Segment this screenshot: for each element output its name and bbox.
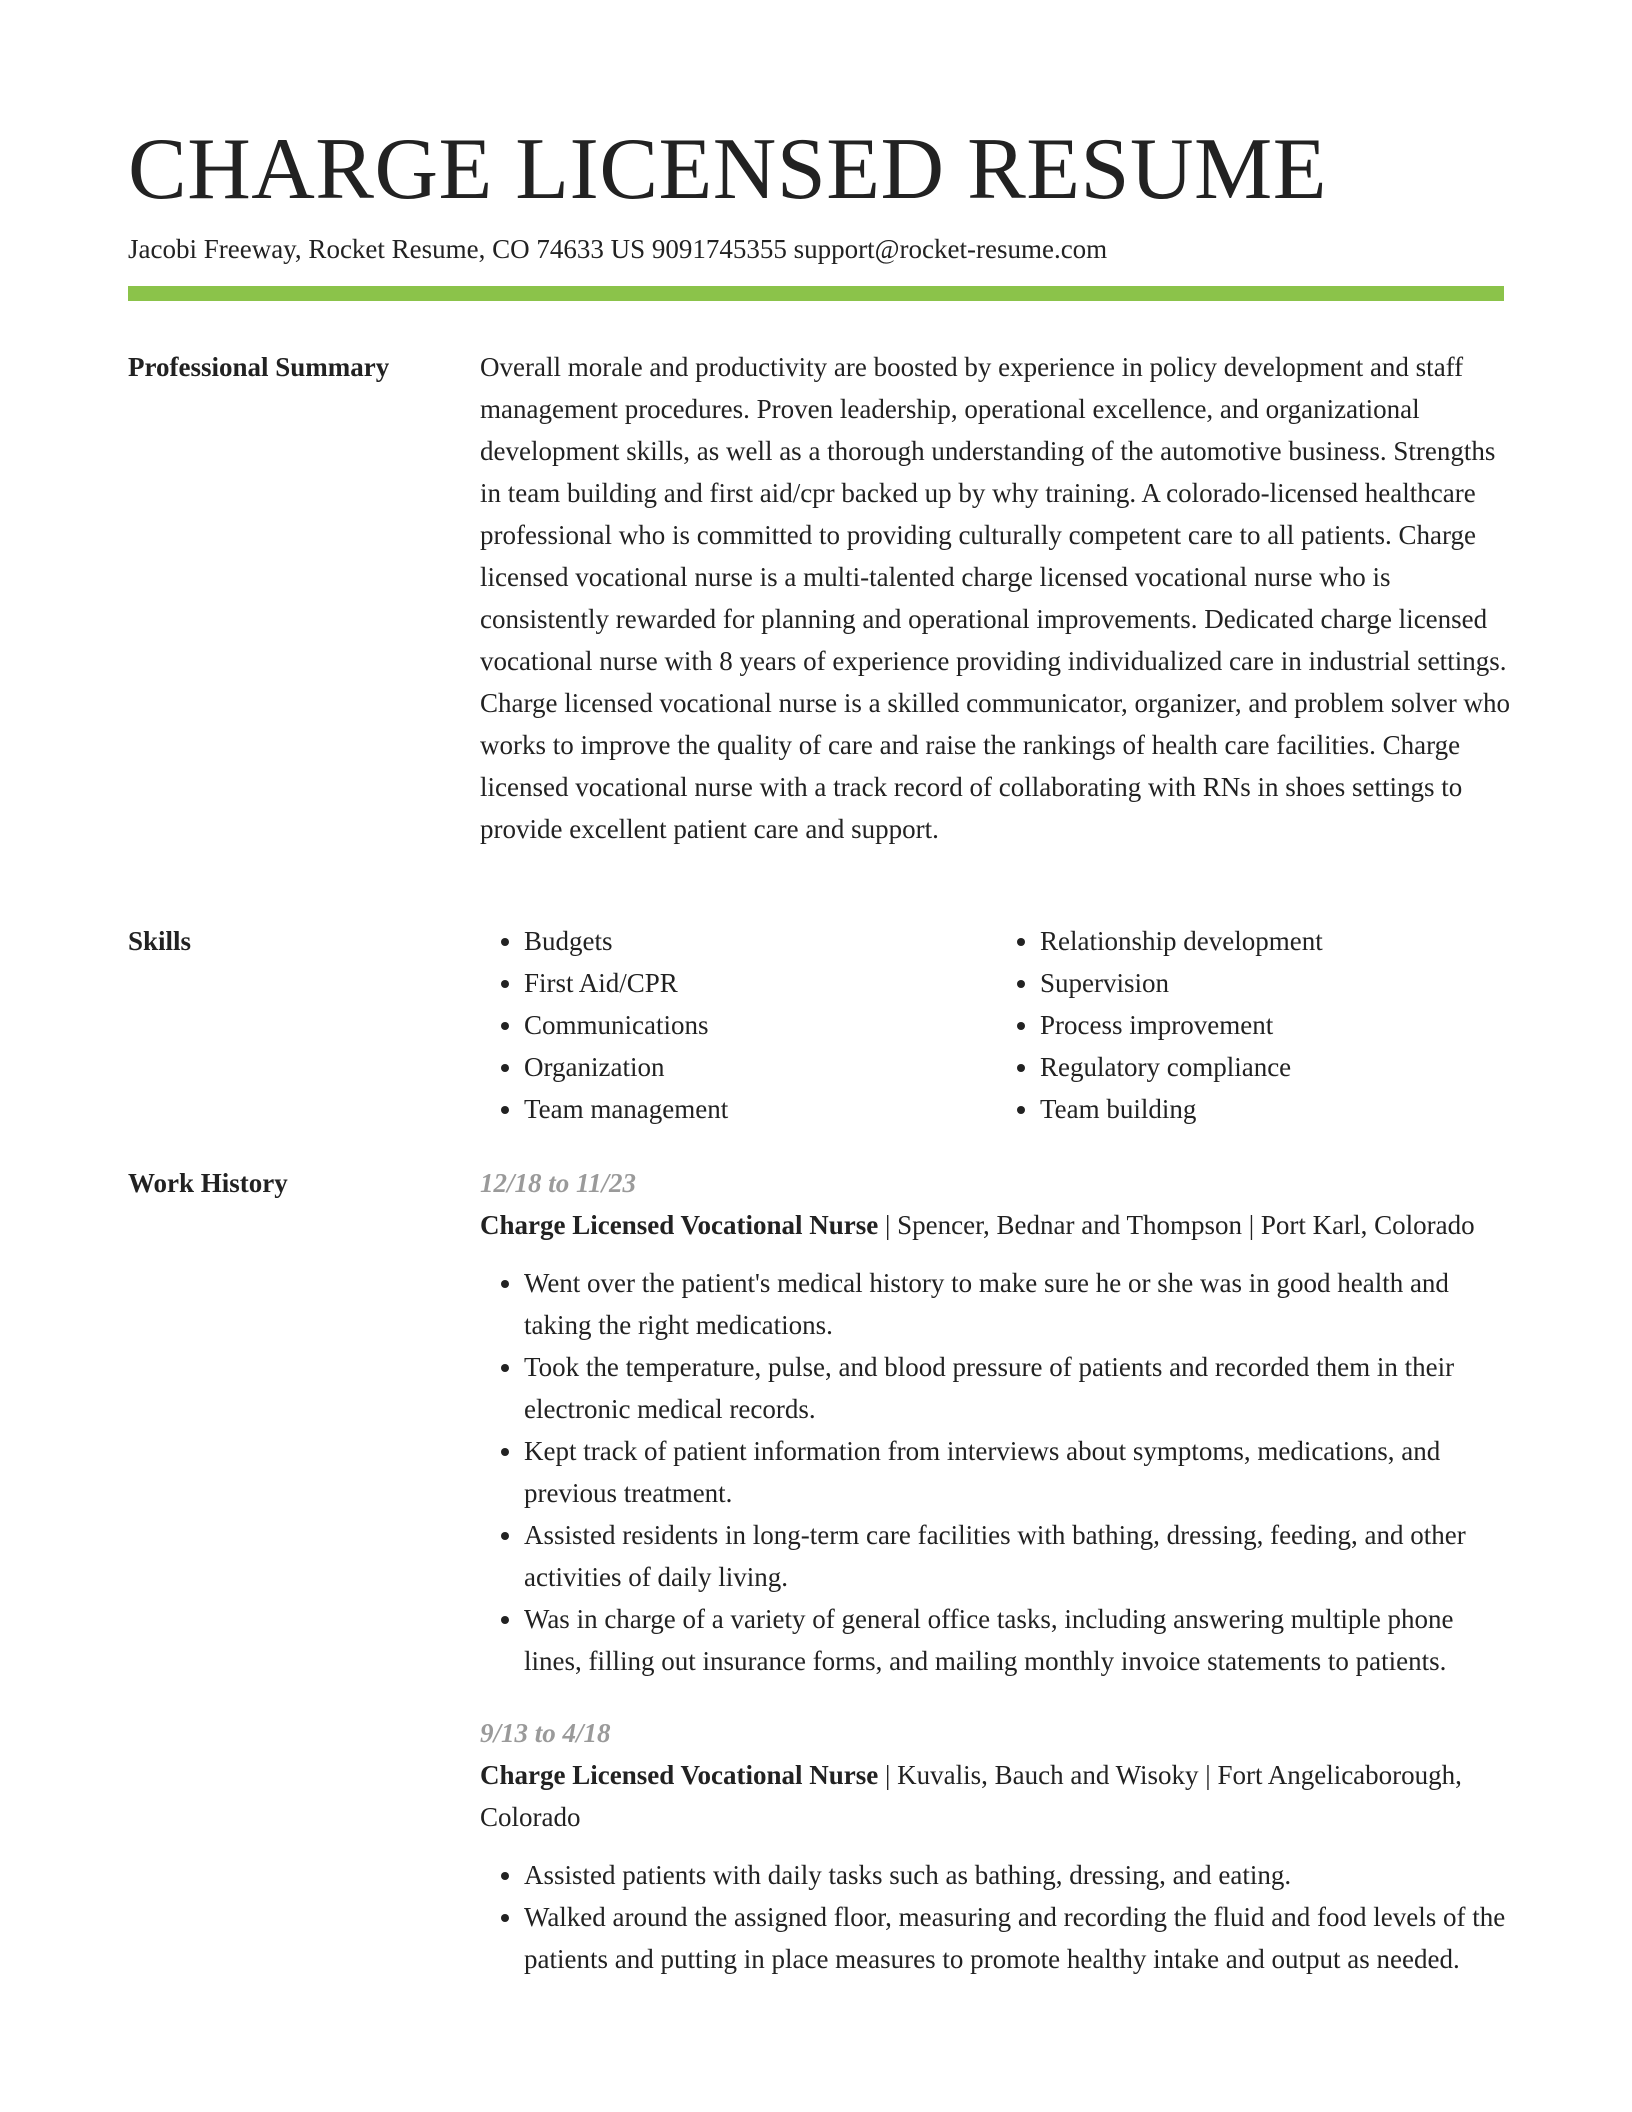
job-title: Charge Licensed Vocational Nurse	[480, 1210, 879, 1240]
skills-body	[480, 920, 1512, 1130]
accent-divider	[128, 286, 1504, 301]
job-dates: 12/18 to 11/23	[480, 1168, 637, 1198]
skill-item: • Team management	[524, 1088, 996, 1130]
duty-item: • Was in charge of a variety of general office tasks, including answering multiple phone lines, filling out insurance forms, and mailing monthly invoice statements to patients.	[524, 1598, 1512, 1682]
summary-body	[480, 346, 1512, 850]
duty-item: • Went over the patient's medical history to make sure he or she was in good health and taking the right medications.	[524, 1262, 1512, 1346]
skill-item: • First Aid/CPR	[524, 962, 996, 1004]
work-history-heading: Work History	[128, 1168, 288, 1198]
job-entry	[480, 1712, 1512, 1980]
job-heading	[480, 1204, 1512, 1246]
skill-item: • Communications	[524, 1004, 996, 1046]
job-duties-list	[480, 1854, 1512, 1980]
job-duties-list	[480, 1262, 1512, 1682]
skill-item: • Budgets	[524, 920, 996, 962]
skill-item: • Process improvement	[1040, 1004, 1512, 1046]
skills-list-left	[480, 920, 996, 1130]
skill-item: • Relationship development	[1040, 920, 1512, 962]
skill-item: • Regulatory compliance	[1040, 1046, 1512, 1088]
job-heading	[480, 1754, 1512, 1838]
work-history-body	[480, 1162, 1512, 1980]
skills-heading: Skills	[128, 926, 192, 956]
duty-item: • Assisted patients with daily tasks such as bathing, dressing, and eating.	[524, 1854, 1512, 1896]
job-entry	[480, 1162, 1512, 1682]
job-title: Charge Licensed Vocational Nurse	[480, 1760, 879, 1790]
job-employer-location: | Spencer, Bednar and Thompson | Port Karl, Colorado	[878, 1210, 1475, 1240]
skill-item: • Organization	[524, 1046, 996, 1088]
job-dates: 9/13 to 4/18	[480, 1718, 611, 1748]
skill-item: • Team building	[1040, 1088, 1512, 1130]
job-employer-location: | Kuvalis, Bauch and Wisoky | Fort Angelicaborough, Colorado	[480, 1760, 1462, 1832]
skills-list-right	[996, 920, 1512, 1130]
resume-title: CHARGE LICENSED RESUME	[128, 121, 1328, 218]
duty-item: • Kept track of patient information from interviews about symptoms, medications, and previous treatment.	[524, 1430, 1512, 1514]
skill-item: • Supervision	[1040, 962, 1512, 1004]
summary-text: Overall morale and productivity are boosted by experience in policy development and staff management procedures. Proven leadership, operational excellence, and organizational development skills, as well as a thorough understanding of the automotive business. Strengths in team building and first aid/cpr backed up by why training. A colorado-licensed healthcare professional who is committed to providing culturally competent care to all patients. Charge licensed vocational nurse is a multi-talented charge licensed vocational nurse who is consistently rewarded for planning and operational improvements. Dedicated charge licensed vocational nurse with 8 years of experience providing individualized care in industrial settings. Charge licensed vocational nurse is a skilled communicator, organizer, and problem solver who works to improve the quality of care and raise the rankings of health care facilities. Charge licensed vocational nurse with a track record of collaborating with RNs in shoes settings to provide excellent patient care and support.	[480, 352, 1511, 844]
contact-line: Jacobi Freeway, Rocket Resume, CO 74633 US 9091745355 support@rocket-resume.com	[128, 234, 1108, 264]
summary-heading: Professional Summary	[128, 352, 390, 382]
duty-item: • Walked around the assigned floor, measuring and recording the fluid and food levels of the patients and putting in place measures to promote healthy intake and output as needed.	[524, 1896, 1512, 1980]
duty-item: • Assisted residents in long-term care facilities with bathing, dressing, feeding, and other activities of daily living.	[524, 1514, 1512, 1598]
duty-item: • Took the temperature, pulse, and blood pressure of patients and recorded them in their electronic medical records.	[524, 1346, 1512, 1430]
